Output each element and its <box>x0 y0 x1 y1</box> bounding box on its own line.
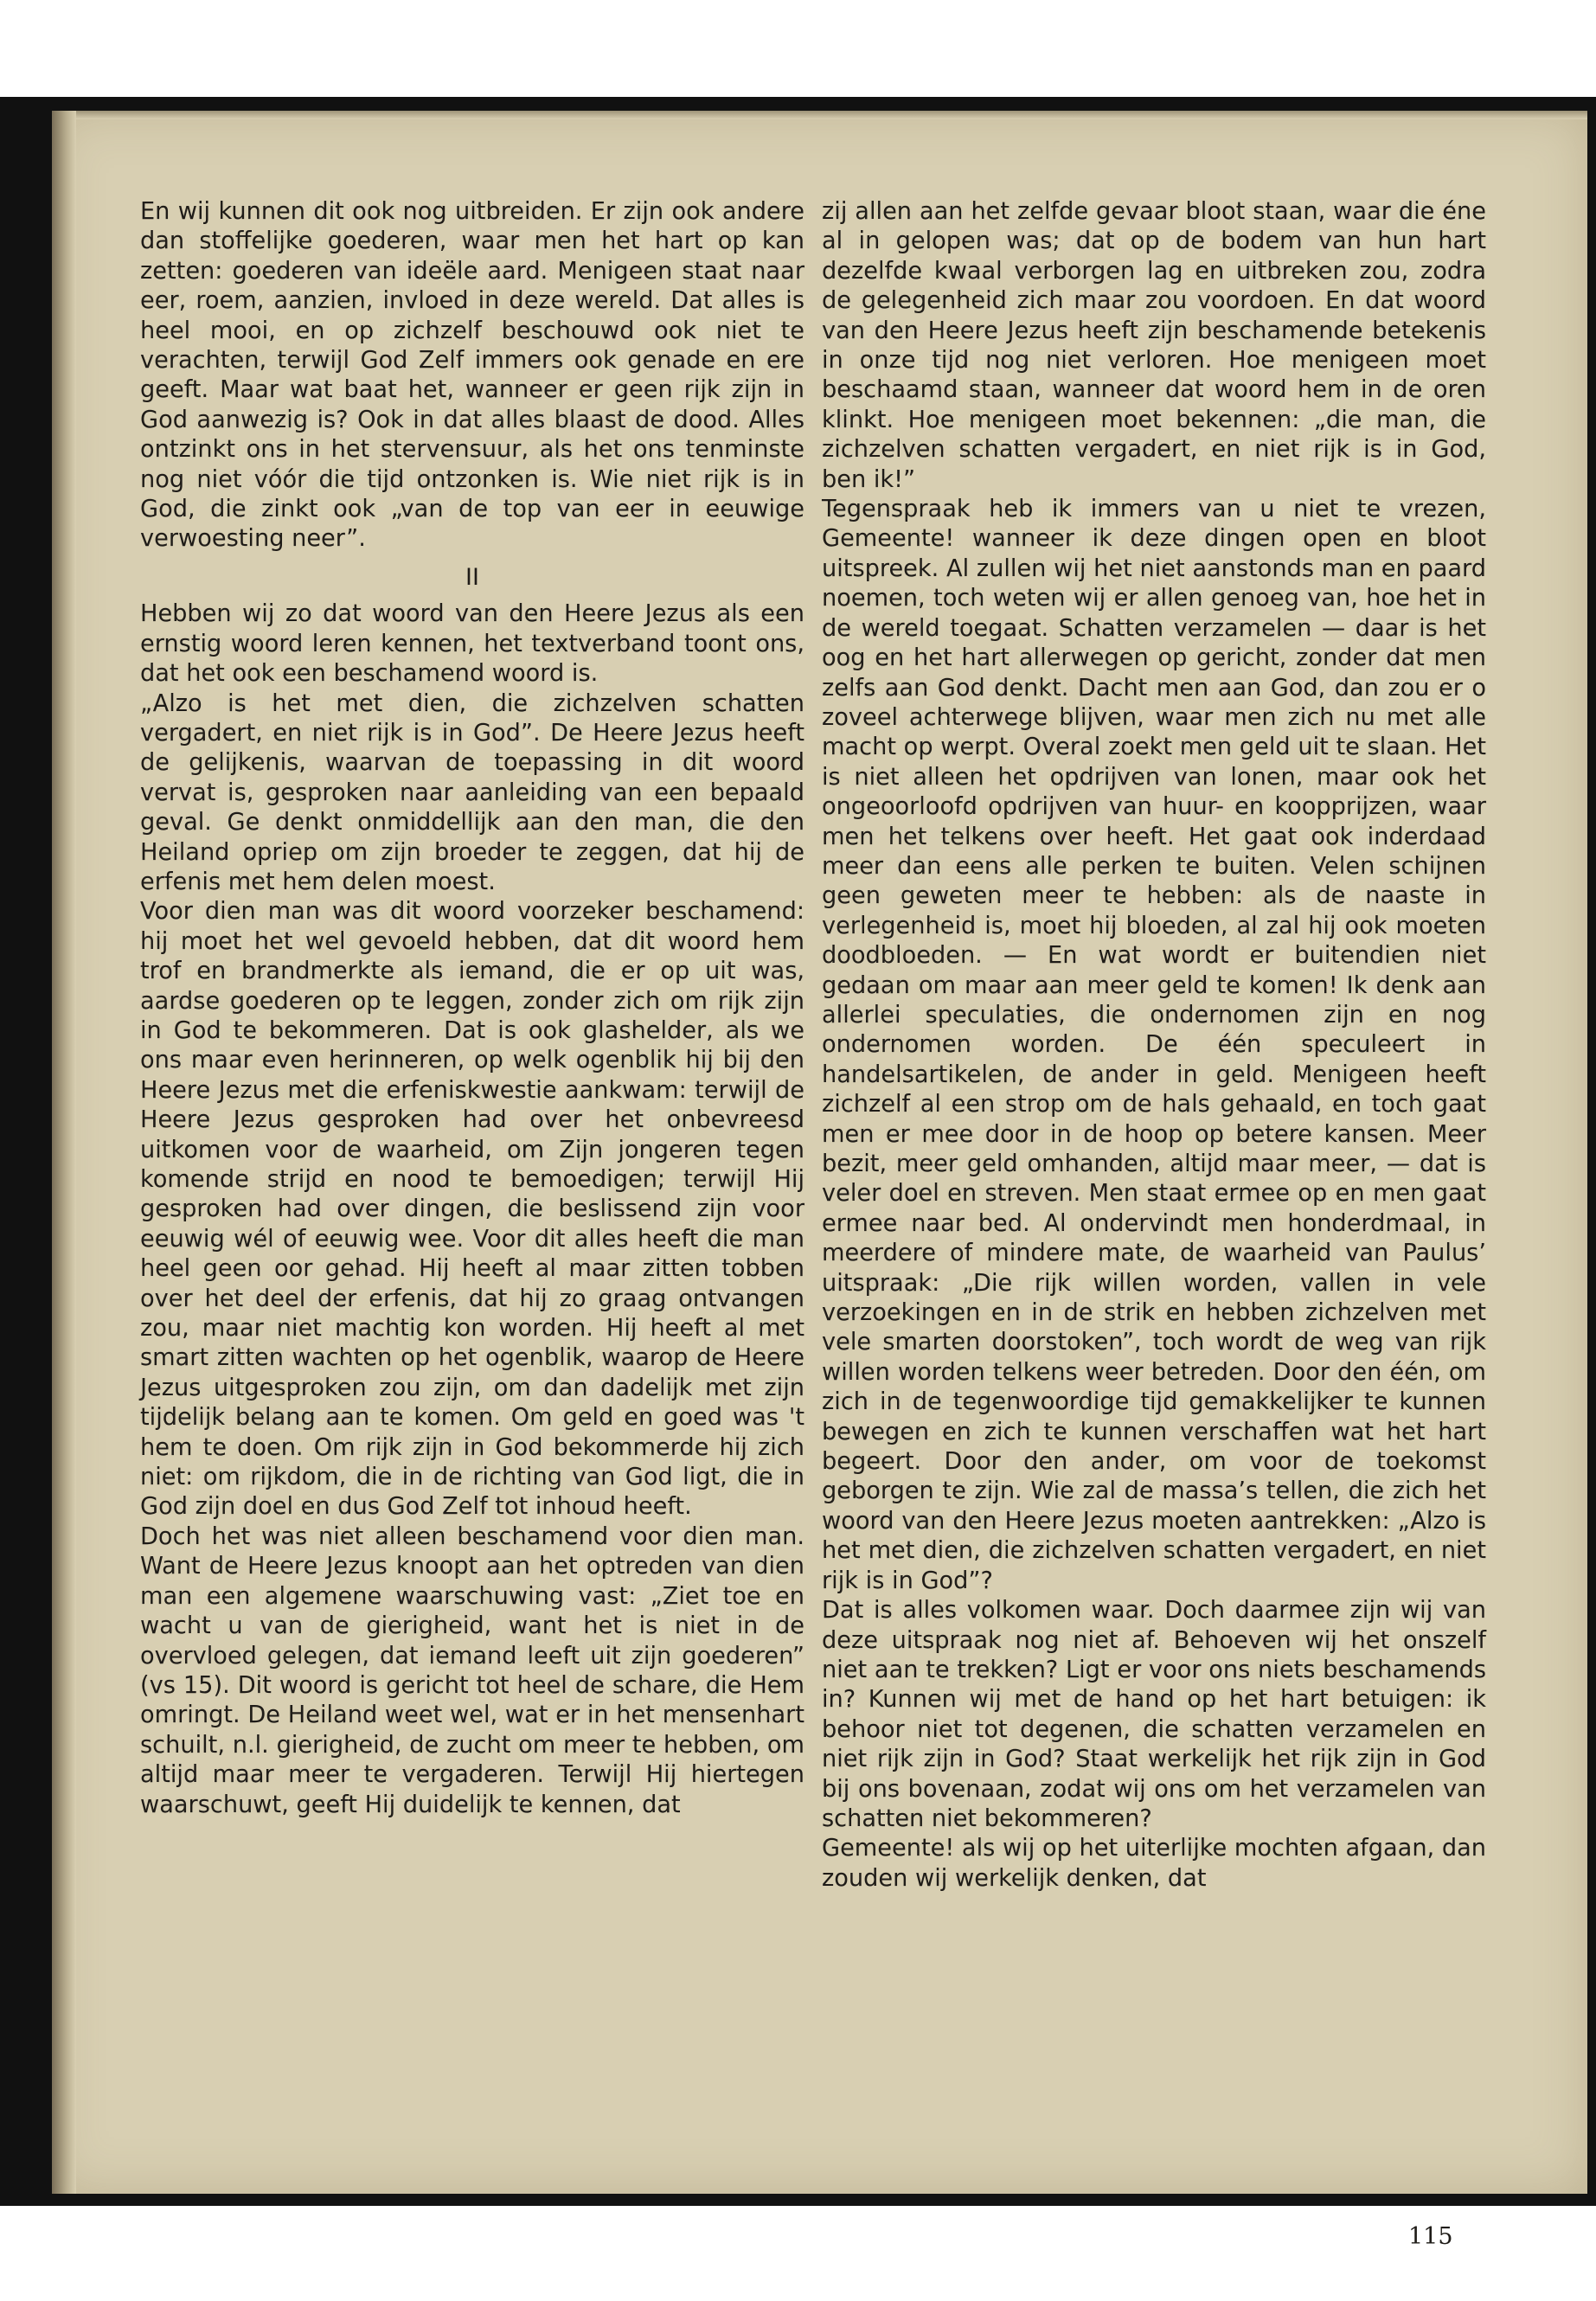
page-top-edge <box>76 111 1587 119</box>
paragraph: Tegenspraak heb ik immers van u niet te vrezen, Gemeente! wanneer ik deze dingen open en bloot uitspreek. Al zullen wij het niet aanstonds man en paard noemen, toch weten wij er allen genoeg van, hoe het in de wereld toegaat. Schatten verzamelen — daar is het oog en het hart allerwegen op gericht, zonder dat men zelfs aan God denkt. Dacht men aan God, dan zou er o zoveel achterwege blijven, waar men zich nu met alle macht op werpt. Overal zoekt men geld uit te slaan. Het is niet alleen het opdrijven van lonen, maar ook het ongeoorloofd opdrijven van huur- en koopprijzen, waar men het telkens over heeft. Het gaat ook inderdaad meer dan eens alle perken te buiten. Velen schijnen geen geweten meer te hebben: als de naaste in verlegenheid is, moet hij bloeden, al zal hij ook moeten doodbloeden. — En wat wordt er buitendien niet gedaan om maar aan meer geld te komen! Ik denk aan allerlei speculaties, die ondernomen zijn en nog ondernomen worden. De één speculeert in handelsartikelen, de ander in geld. Menigeen heeft zichzelf al een strop om de hals gehaald, en toch gaat men er mee door in de hoop op betere kansen. Meer bezit, meer geld omhanden, altijd maar meer, — dat is veler doel en streven. Men staat ermee op en men gaat ermee naar bed. Al ondervindt men honderdmaal, in meerdere of mindere mate, de waarheid van Paulus’ uitspraak: „Die rijk willen worden, vallen in vele verzoekingen en in de strik en hebben zichzelven met vele smarten doorstoken”, toch wordt de weg van rijk willen worden telkens weer betreden. Door den één, om zich in de tegenwoordige tijd gemakkelijker te kunnen bewegen en zich te kunnen verschaffen wat het hart begeert. Door den ander, om voor de toekomst geborgen te zijn. Wie zal de massa’s tellen, die zich het woord van den Heere Jezus moeten aantrekken: „Alzo is het met dien, die zichzelven schatten vergadert, en niet rijk is in God”? <box>822 496 1486 1594</box>
paragraph: „Alzo is het met dien, die zichzelven schatten vergadert, en niet rijk is in God”. De Heere Jezus heeft de gelijkenis, waarvan de toepassing in dit woord vervat is, gesproken naar aanleiding van een bepaald geval. Ge denkt onmiddellijk aan den man, die den Heiland opriep om zijn broeder te zeggen, dat hij de erfenis met hem delen moest. <box>140 689 804 895</box>
paragraph: Gemeente! als wij op het uiterlijke mochten afgaan, dan zouden wij werkelijk denken, dat <box>822 1835 1486 1892</box>
section-heading: II <box>465 563 479 591</box>
paragraph: zij allen aan het zelfde gevaar bloot staan, waar die éne al in gelopen was; dat op de bodem van hun hart dezelfde kwaal verborgen lag en uitbreken zou, zodra de gelegenheid zich maar zou voordoen. En dat woord van den Heere Jezus heeft zijn beschamende betekenis in onze tijd nog niet verloren. Hoe menigeen moet beschaamd staan, wanneer dat woord hem in de oren klinkt. Hoe menigeen moet bekennen: „die man, die zichzelven schatten vergadert, en niet rijk is in God, ben ik!” <box>822 198 1486 493</box>
paragraph: Hebben wij zo dat woord van den Heere Jezus als een ernstig woord leren kennen, het textverband toont ons, dat het ook een beschamend woord is. <box>140 600 804 688</box>
page-number: 115 <box>1408 2223 1453 2250</box>
paragraph: Doch het was niet alleen beschamend voor dien man. Want de Heere Jezus knoopt aan het optreden van dien man een algemene waarschuwing vast: „Ziet toe en wacht u van de gierigheid, want het is niet in de overvloed gelegen, dat iemand leeft uit zijn goederen” (vs 15). Dit woord is gericht tot heel de schare, die Hem omringt. De Heiland weet wel, wat er in het mensenhart schuilt, n.l. gierigheid, de zucht om meer te hebben, om altijd maar meer te vergaderen. Terwijl Hij hiertegen waarschuwt, geeft Hij duidelijk te kennen, dat <box>140 1522 804 1818</box>
left-text-column <box>140 197 804 1820</box>
paragraph: En wij kunnen dit ook nog uitbreiden. Er zijn ook andere dan stoffelijke goederen, waar men het hart op kan zetten: goederen van ideële aard. Menigeen staat naar eer, roem, aanzien, invloed in deze wereld. Dat alles is heel mooi, en op zichzelf beschouwd ook niet te verachten, terwijl God Zelf immers ook genade en ere geeft. Maar wat baat het, wanneer er geen rijk zijn in God aanwezig is? Ook in dat alles blaast de dood. Alles ontzinkt ons in het stervensuur, als het ons tenminste nog niet vóór die tijd ontzonken is. Wie niet rijk is in God, die zinkt ook „van de top van eer in eeuwige verwoesting neer”. <box>140 198 804 553</box>
paragraph: Voor dien man was dit woord voorzeker beschamend: hij moet het wel gevoeld hebben, dat dit woord hem trof en brandmerkte als iemand, die er op uit was, aardse goederen op te leggen, zonder zich om rijk zijn in God te bekommeren. Dat is ook glashelder, als we ons maar even herinneren, op welk ogenblik hij bij den Heere Jezus met die erfeniskwestie aankwam: terwijl de Heere Jezus gesproken had over het onbevreesd uitkomen voor de waarheid, om Zijn jongeren tegen komende strijd en nood te bemoedigen; terwijl Hij gesproken had over dingen, die beslissend zijn voor eeuwig wél of eeuwig wee. Voor dit alles heeft die man heel geen oor gehad. Hij heeft al maar zitten tobben over het deel der erfenis, dat hij zo graag ontvangen zou, maar niet machtig kon worden. Hij heeft al met smart zitten wachten op het ogenblik, waarop de Heere Jezus uitgesproken zou zijn, om dan dadelijk met zijn tijdelijk belang aan te komen. Om geld en goed was 't hem te doen. Om rijk zijn in God bekommerde hij zich niet: om rijkdom, die in de richting van God ligt, die in God zijn doel en dus God Zelf tot inhoud heeft. <box>140 898 804 1521</box>
book-page <box>52 111 1587 2250</box>
paragraph: Dat is alles volkomen waar. Doch daarmee zijn wij van deze uitspraak nog niet af. Behoeven wij het onszelf niet aan te trekken? Ligt er voor ons niets beschamends in? Kunnen wij met de hand op het hart betuigen: ik behoor niet tot degenen, die schatten verzamelen en niet rijk zijn in God? Staat werkelijk het rijk zijn in God bij ons bovenaan, zodat wij ons om het verzamelen van schatten niet bekommeren? <box>822 1597 1486 1832</box>
right-text-column <box>822 197 1486 1894</box>
page-binding-edge <box>52 111 76 2194</box>
